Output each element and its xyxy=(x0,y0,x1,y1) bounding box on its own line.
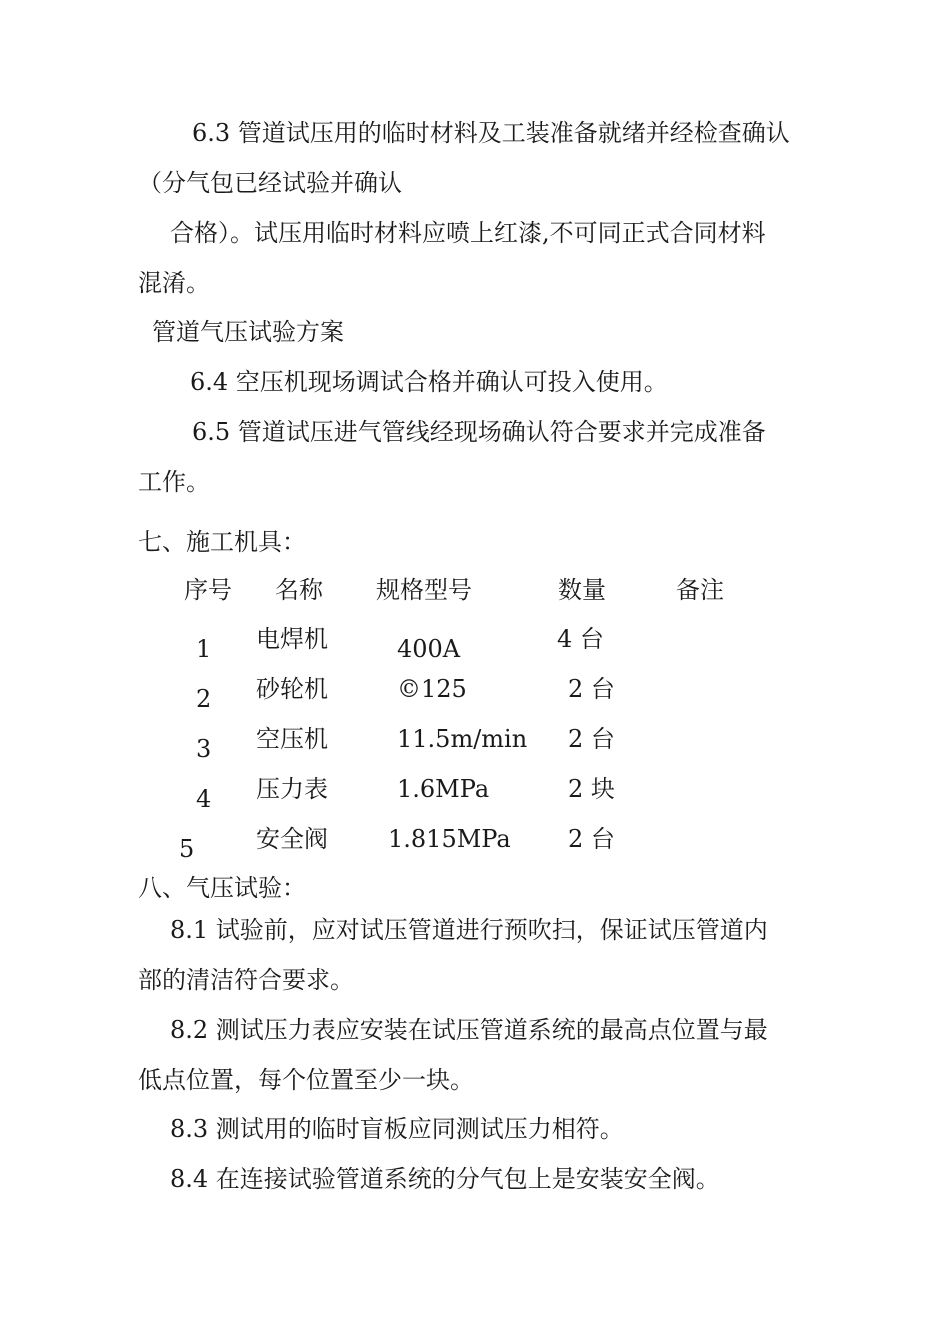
section-7-heading: 七、施工机具： xyxy=(138,528,306,556)
row-no: 5 xyxy=(179,835,195,863)
paragraph-8-1-line-1: 8.1 试验前，应对试压管道进行预吹扫，保证试压管道内 xyxy=(170,916,768,944)
section-8-heading: 八、气压试验： xyxy=(138,874,306,902)
paragraph-8-2-line-2: 低点位置，每个位置至少一块。 xyxy=(138,1066,474,1094)
row-spec: 400A xyxy=(397,635,461,663)
table-header-spec: 规格型号 xyxy=(376,576,472,604)
row-no: 1 xyxy=(196,635,212,663)
row-no: 3 xyxy=(196,735,212,763)
row-spec: 1.815MPa xyxy=(388,825,511,853)
table-header-no: 序号 xyxy=(184,576,232,604)
paragraph-6-3-line-3: 合格）。试压用临时材料应喷上红漆,不可同正式合同材料 xyxy=(170,219,766,247)
table-header-name: 名称 xyxy=(275,576,323,604)
table-header-note: 备注 xyxy=(676,576,724,604)
paragraph-6-3-line-2: （分气包已经试验并确认 xyxy=(138,169,402,197)
paragraph-8-2-line-1: 8.2 测试压力表应安装在试压管道系统的最高点位置与最 xyxy=(170,1016,768,1044)
paragraph-6-5-line-1: 6.5 管道试压进气管线经现场确认符合要求并完成准备 xyxy=(192,418,766,446)
paragraph-8-3: 8.3 测试用的临时盲板应同测试压力相符。 xyxy=(170,1115,624,1143)
paragraph-6-3-line-1: 6.3 管道试压用的临时材料及工装准备就绪并经检查确认 xyxy=(192,119,790,147)
row-spec: ©125 xyxy=(397,675,467,703)
row-qty: 2 台 xyxy=(568,825,615,853)
row-name: 砂轮机 xyxy=(256,675,328,703)
row-spec: 1.6MPa xyxy=(397,775,490,803)
paragraph-6-3-line-4: 混淆。 xyxy=(138,269,210,297)
row-no: 4 xyxy=(196,785,212,813)
row-name: 压力表 xyxy=(256,775,328,803)
table-header-qty: 数量 xyxy=(558,576,606,604)
row-name: 空压机 xyxy=(256,725,328,753)
row-no: 2 xyxy=(196,685,212,713)
paragraph-8-4: 8.4 在连接试验管道系统的分气包上是安装安全阀。 xyxy=(170,1165,720,1193)
row-spec: 11.5m/min xyxy=(397,725,528,753)
row-qty: 4 台 xyxy=(557,625,604,653)
row-name: 电焊机 xyxy=(256,625,328,653)
row-qty: 2 台 xyxy=(568,725,615,753)
plan-title: 管道气压试验方案 xyxy=(152,318,344,346)
paragraph-8-1-line-2: 部的清洁符合要求。 xyxy=(138,966,354,994)
row-name: 安全阀 xyxy=(256,825,328,853)
row-qty: 2 块 xyxy=(568,775,615,803)
paragraph-6-4: 6.4 空压机现场调试合格并确认可投入使用。 xyxy=(190,368,668,396)
row-qty: 2 台 xyxy=(568,675,615,703)
paragraph-6-5-line-2: 工作。 xyxy=(138,468,210,496)
